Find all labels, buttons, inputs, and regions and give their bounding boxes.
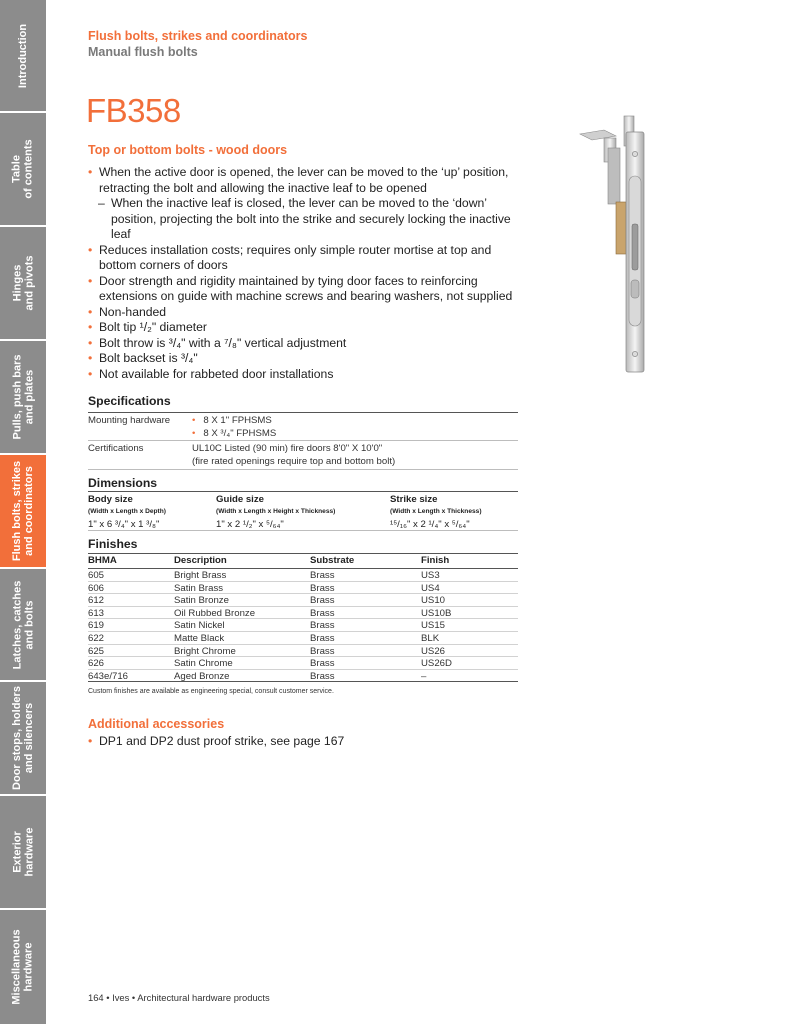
finish-cell: US10 — [421, 595, 445, 607]
finish-cell: US26 — [421, 645, 445, 657]
bullet: • — [192, 428, 196, 439]
bhma-cell: 622 — [88, 633, 105, 644]
column-header-bhma: BHMA — [88, 555, 117, 566]
column-title: Strike size — [390, 494, 438, 505]
accessory-text: DP1 and DP2 dust proof strike, see page 167 — [99, 734, 345, 748]
bhma-cell: 605 — [88, 570, 105, 581]
certifications-label: Certifications — [88, 443, 144, 454]
substrate-cell: Brass — [310, 670, 335, 682]
bhma-cell: 606 — [88, 582, 105, 594]
bullet: • — [88, 734, 93, 748]
divider — [88, 440, 518, 441]
finish-cell: BLK — [421, 633, 440, 644]
finish-cell: US3 — [421, 570, 440, 581]
product-subtitle: Top or bottom bolts - wood doors — [88, 143, 288, 157]
section-title: Flush bolts, strikes and coordinators — [88, 29, 308, 43]
feature-item — [88, 165, 518, 196]
section-subtitle: Manual flush bolts — [88, 45, 198, 59]
bhma-cell: 626 — [88, 658, 105, 670]
column-subtitle: (Width x Length x Depth) — [88, 508, 166, 515]
table-row — [88, 645, 518, 658]
description-cell: Matte Black — [174, 633, 225, 644]
column-title: Body size — [88, 494, 133, 505]
finish-cell: – — [421, 670, 427, 682]
table-row — [88, 657, 518, 670]
tab-table-of-contents[interactable] — [0, 113, 46, 227]
feature-text: When the active door is opened, the lever can be moved to the ‘up’ position, retracting the bolt and allowing the inactive leaf to be opened — [99, 165, 509, 195]
feature-item — [88, 320, 518, 336]
feature-text: Bolt throw is ³/₄" with a ⁷/₈" vertical adjustment — [99, 335, 347, 350]
table-row — [88, 582, 518, 595]
substrate-cell: Brass — [310, 620, 335, 632]
sidebar-nav — [0, 0, 46, 1024]
description-cell: Oil Rubbed Bronze — [174, 607, 256, 619]
accessories-heading: Additional accessories — [88, 717, 225, 731]
column-subtitle: (Width x Length x Height x Thickness) — [216, 508, 336, 515]
column-title: Guide size — [216, 494, 264, 505]
flush-bolt-product-image — [576, 112, 660, 374]
table-row — [88, 632, 518, 645]
tab-label: Hinges and pivots — [11, 255, 36, 311]
column-header-description: Description — [174, 555, 227, 566]
tab-label: Flush bolts, strikes and coordinators — [11, 460, 35, 562]
substrate-cell: Brass — [310, 582, 335, 594]
substrate-cell: Brass — [310, 658, 335, 670]
table-row — [88, 607, 518, 620]
bullet: • — [88, 273, 93, 288]
finishes-heading: Finishes — [88, 537, 138, 551]
feature-text: When the inactive leaf is closed, the lever can be moved to the ‘down’ position, projecting the bolt into the strike and securely locking the inactive leaf — [111, 196, 511, 241]
feature-list — [88, 165, 518, 382]
bullet: • — [192, 415, 196, 426]
page-footer: 164 • Ives • Architectural hardware products — [88, 992, 270, 1003]
finish-cell: US10B — [421, 607, 452, 619]
bhma-cell: 625 — [88, 645, 105, 657]
tab-pulls-push-bars[interactable] — [0, 341, 46, 455]
tab-introduction[interactable] — [0, 0, 46, 113]
column-subtitle: (Width x Length x Thickness) — [390, 508, 482, 515]
bullet: • — [88, 320, 93, 334]
divider — [88, 469, 518, 470]
tab-label: Door stops, holders and silencers — [11, 686, 35, 790]
certifications-note: (fire rated openings require top and bottom bolt) — [192, 456, 396, 467]
description-cell: Satin Nickel — [174, 620, 225, 632]
bullet: • — [88, 242, 93, 257]
substrate-cell: Brass — [310, 607, 335, 619]
feature-subitem — [88, 196, 518, 243]
column-value: ¹⁵/₁₆" x 2 ¹/₄" x ⁵/₆₄" — [390, 519, 470, 530]
bhma-cell: 612 — [88, 595, 105, 607]
bhma-cell: 643e/716 — [88, 670, 129, 682]
substrate-cell: Brass — [310, 633, 335, 644]
tab-label: Pulls, push bars and plates — [11, 354, 35, 440]
description-cell: Bright Brass — [174, 570, 227, 581]
divider — [88, 412, 518, 413]
feature-text: Bolt backset is ³/₄" — [99, 351, 198, 365]
feature-text: Not available for rabbeted door installations — [99, 366, 334, 381]
bhma-cell: 619 — [88, 620, 105, 632]
table-row — [88, 594, 518, 607]
bullet: • — [88, 351, 93, 365]
bullet: • — [88, 304, 93, 319]
divider — [88, 530, 518, 531]
divider — [88, 553, 518, 554]
bullet: • — [88, 165, 93, 179]
feature-item — [88, 274, 518, 305]
body-size-column — [88, 494, 166, 530]
strike-size-column — [390, 494, 482, 530]
tab-label: Latches, catches and bolts — [11, 580, 35, 669]
column-header-finish: Finish — [421, 555, 450, 566]
mounting-value — [192, 428, 276, 439]
finish-cell: US15 — [421, 620, 445, 632]
feature-item — [88, 351, 518, 367]
tab-door-stops[interactable] — [0, 682, 46, 796]
description-cell: Satin Chrome — [174, 658, 233, 670]
specifications-heading: Specifications — [88, 394, 171, 408]
feature-text: Reduces installation costs; requires only simple router mortise at top and bottom corners of doors — [99, 242, 492, 272]
substrate-cell: Brass — [310, 570, 335, 581]
dimensions-heading: Dimensions — [88, 476, 158, 490]
tab-latches-catches[interactable] — [0, 569, 46, 682]
tab-hinges-and-pivots[interactable] — [0, 227, 46, 341]
tab-miscellaneous-hardware[interactable] — [0, 910, 46, 1024]
tab-label: Miscellaneous hardware — [11, 929, 36, 1005]
description-cell: Satin Brass — [174, 582, 224, 594]
mounting-hardware-label: Mounting hardware — [88, 415, 171, 426]
tab-label: Exterior hardware — [11, 827, 36, 877]
substrate-cell: Brass — [310, 595, 335, 607]
accessory-item — [88, 734, 344, 748]
description-cell: Aged Bronze — [174, 670, 230, 682]
table-row — [88, 569, 518, 582]
substrate-cell: Brass — [310, 645, 335, 657]
feature-item — [88, 367, 518, 383]
feature-text: Bolt tip ¹/₂" diameter — [99, 320, 207, 334]
bullet: • — [88, 335, 93, 350]
description-cell: Bright Chrome — [174, 645, 236, 657]
column-value: 1" x 6 ³/₄" x 1 ³/₈" — [88, 519, 160, 530]
feature-text: Non-handed — [99, 304, 167, 319]
bhma-cell: 613 — [88, 607, 105, 619]
mounting-value-text: 8 X 1" FPHSMS — [203, 415, 272, 426]
mounting-value — [192, 415, 272, 426]
product-title: FB358 — [86, 92, 181, 129]
divider — [88, 491, 518, 492]
bullet: – — [98, 196, 105, 210]
feature-item — [88, 243, 518, 274]
column-value: 1" x 2 ¹/₂" x ⁵/₆₄" — [216, 519, 284, 530]
tab-exterior-hardware[interactable] — [0, 796, 46, 910]
tab-flush-bolts[interactable] — [0, 455, 46, 569]
feature-item — [88, 305, 518, 321]
certifications-value: UL10C Listed (90 min) fire doors 8'0" X 10'0" — [192, 443, 383, 454]
table-row — [88, 670, 518, 683]
feature-text: Door strength and rigidity maintained by tying door faces to reinforcing extensions on guide with machine screws and bearing washers, not supplied — [99, 273, 513, 303]
guide-size-column — [216, 494, 335, 530]
finishes-footnote: Custom finishes are available as engineering special, consult customer service. — [88, 688, 334, 695]
finish-cell: US4 — [421, 582, 440, 594]
tab-label: Introduction — [17, 23, 29, 88]
mounting-value-text: 8 X ³/₄" FPHSMS — [203, 428, 277, 439]
feature-item — [88, 336, 518, 352]
description-cell: Satin Bronze — [174, 595, 229, 607]
tab-label: Table of contents — [11, 139, 35, 199]
bullet: • — [88, 366, 93, 381]
table-row — [88, 619, 518, 632]
column-header-substrate: Substrate — [310, 555, 355, 566]
finish-cell: US26D — [421, 658, 452, 670]
